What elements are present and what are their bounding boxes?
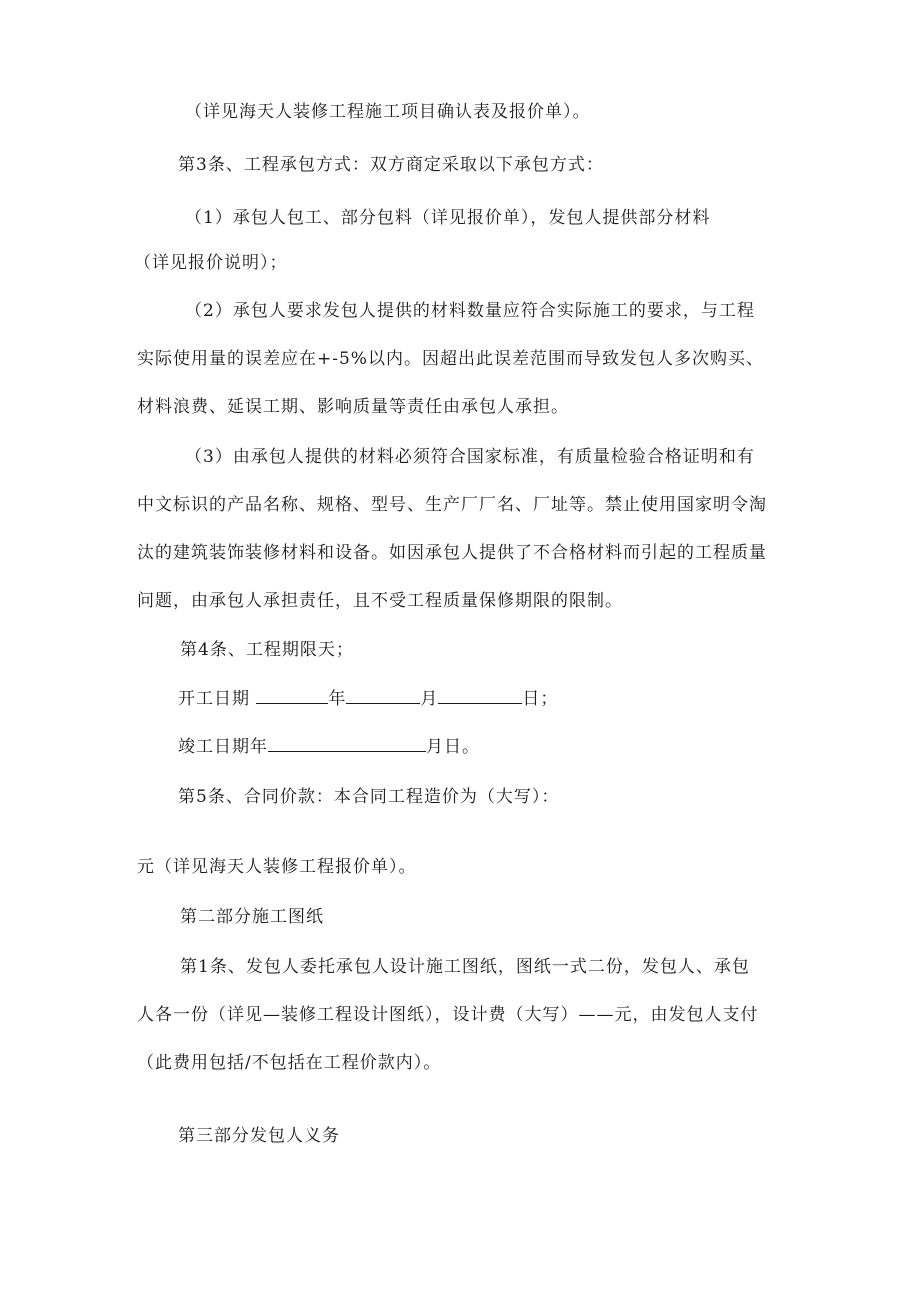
end-date-label: 竣工日期年	[178, 737, 268, 757]
part-2-heading: 第二部分施工图纸	[180, 907, 324, 927]
paragraph-line: （详见报价说明）；	[134, 253, 288, 273]
paragraph-line: 中文标识的产品名称、规格、型号、生产厂厂名、厂址等。禁止使用国家明令淘	[137, 495, 767, 515]
paragraph-line: 材料浪费、延误工期、影响质量等责任由承包人承担。	[137, 397, 569, 417]
paragraph-line: （2）承包人要求发包人提供的材料数量应符合实际施工的要求，与工程	[185, 301, 755, 321]
paragraph-line: （详见海天人装修工程施工项目确认表及报价单）。	[185, 102, 591, 122]
article-3-heading: 第3条、工程承包方式：双方商定采取以下承包方式：	[178, 155, 604, 175]
start-date-line	[178, 687, 558, 711]
year-label: 年	[328, 689, 347, 709]
paragraph-line: 实际使用量的误差应在+-5%以内。因超出此误差范围而导致发包人多次购买、	[137, 349, 764, 369]
paragraph-line: 元（详见海天人装修工程报价单）。	[137, 857, 417, 877]
paragraph-line: 人各一份（详见—装修工程设计图纸），设计费（大写）——元，由发包人支付	[137, 1005, 759, 1025]
month-blank	[346, 687, 420, 704]
paragraph-line: 问题，由承包人承担责任，且不受工程质量保修期限的限制。	[137, 591, 623, 611]
paragraph-line: （1）承包人包工、部分包料（详见报价单），发包人提供部分材料	[185, 208, 711, 228]
end-date-tail: 月日。	[426, 737, 480, 757]
paragraph-line: （3）由承包人提供的材料必须符合国家标准，有质量检验合格证明和有	[185, 447, 755, 467]
article-5-heading: 第5条、合同价款：本合同工程造价为（大写）：	[178, 787, 560, 807]
year-blank	[256, 687, 328, 704]
part-3-heading: 第三部分发包人义务	[178, 1126, 340, 1146]
end-date-blank	[268, 735, 426, 752]
day-blank	[438, 687, 522, 704]
paragraph-line: （此费用包括/不包括在工程价款内）。	[137, 1053, 442, 1073]
article-4-heading: 第4条、工程期限天；	[180, 640, 354, 660]
day-label: 日；	[522, 689, 559, 709]
end-date-line	[178, 735, 480, 759]
paragraph-line: 第1条、发包人委托承包人设计施工图纸，图纸一式二份，发包人、承包	[180, 957, 750, 977]
month-label: 月	[420, 689, 439, 709]
paragraph-line: 汰的建筑装饰装修材料和设备。如因承包人提供了不合格材料而引起的工程质量	[137, 543, 767, 563]
start-date-label: 开工日期	[178, 689, 250, 709]
